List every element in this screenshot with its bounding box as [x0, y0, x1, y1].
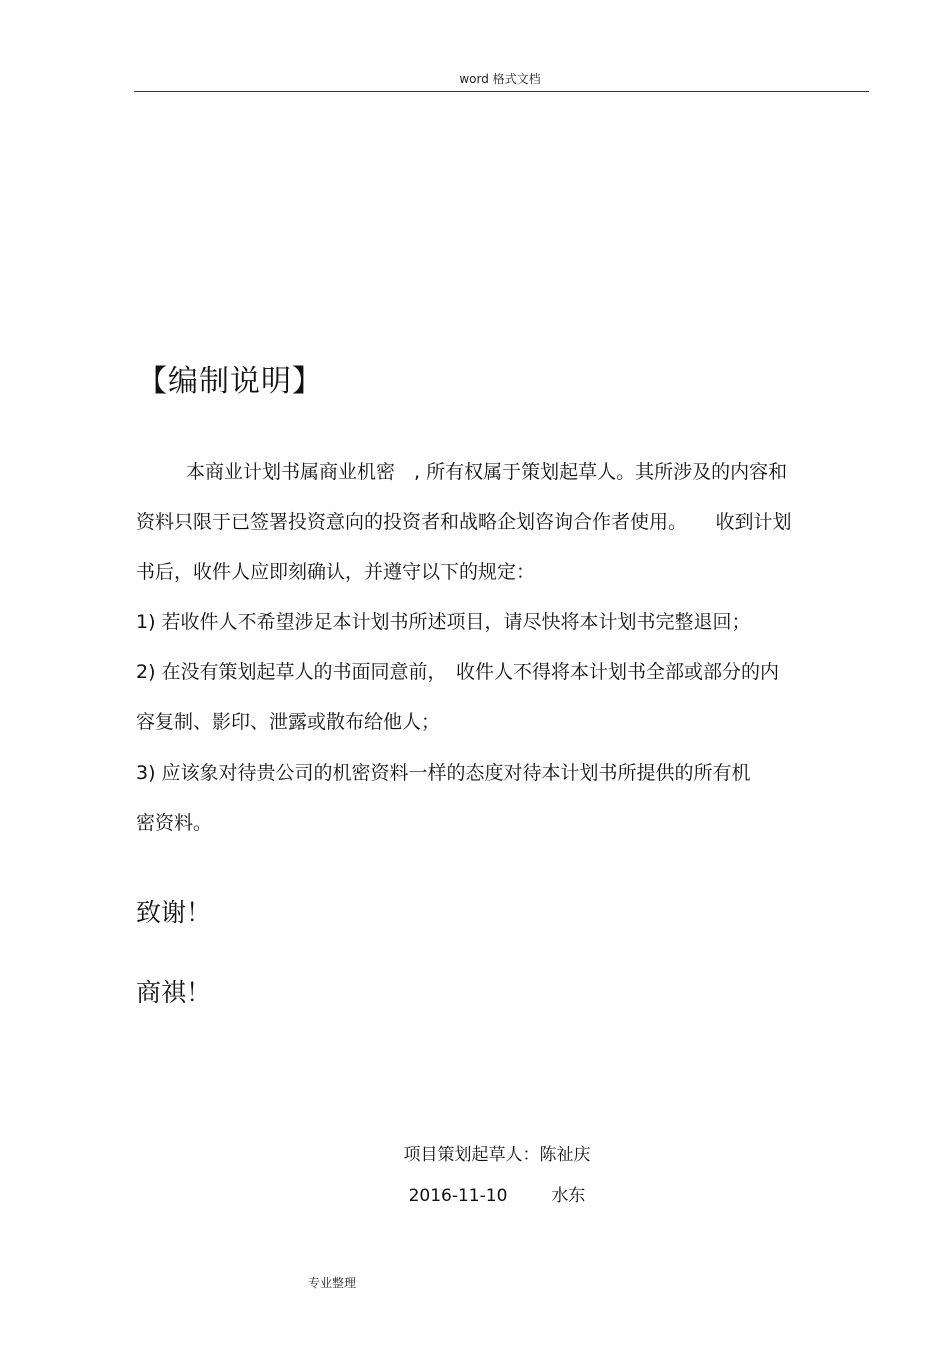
closing-thanks: 致谢！ — [136, 898, 212, 927]
body-line-1: 本商业计划书属商业机密 , 所有权属于策划起草人。其所涉及的内容和 — [186, 461, 788, 483]
body-line-2: 资料只限于已签署投资意向的投资者和战略企划咨询合作者使用。 收到计划 — [136, 511, 792, 533]
header-divider — [134, 91, 869, 92]
signature-place: 水东 — [551, 1186, 586, 1206]
rule-item-3-line-2: 密资料。 — [136, 812, 213, 834]
rule-item-1: 1) 若收件人不希望涉足本计划书所述项目，请尽快将本计划书完整退回； — [136, 611, 751, 633]
page-footer: 专业整理 — [308, 1276, 357, 1290]
rule-item-3-line-1: 3) 应该象对待贵公司的机密资料一样的态度对待本计划书所提供的所有机 — [136, 762, 751, 784]
signature-date-line — [0, 1181, 950, 1206]
section-title: 【编制说明】 — [137, 364, 323, 399]
body-line-3: 书后，收件人应即刻确认，并遵守以下的规定： — [136, 561, 536, 583]
signature-author: 项目策划起草人：陈祉庆 — [403, 1145, 591, 1165]
page-header: word 格式文档 — [459, 72, 541, 86]
rule-item-2-line-2: 容复制、影印、泄露或散布给他人； — [136, 711, 441, 733]
rule-item-2-line-1: 2) 在没有策划起草人的书面同意前， 收件人不得将本计划书全部或部分的内 — [136, 661, 780, 683]
closing-regards: 商祺！ — [136, 978, 212, 1007]
signature-date: 2016-11-10 — [408, 1186, 508, 1206]
